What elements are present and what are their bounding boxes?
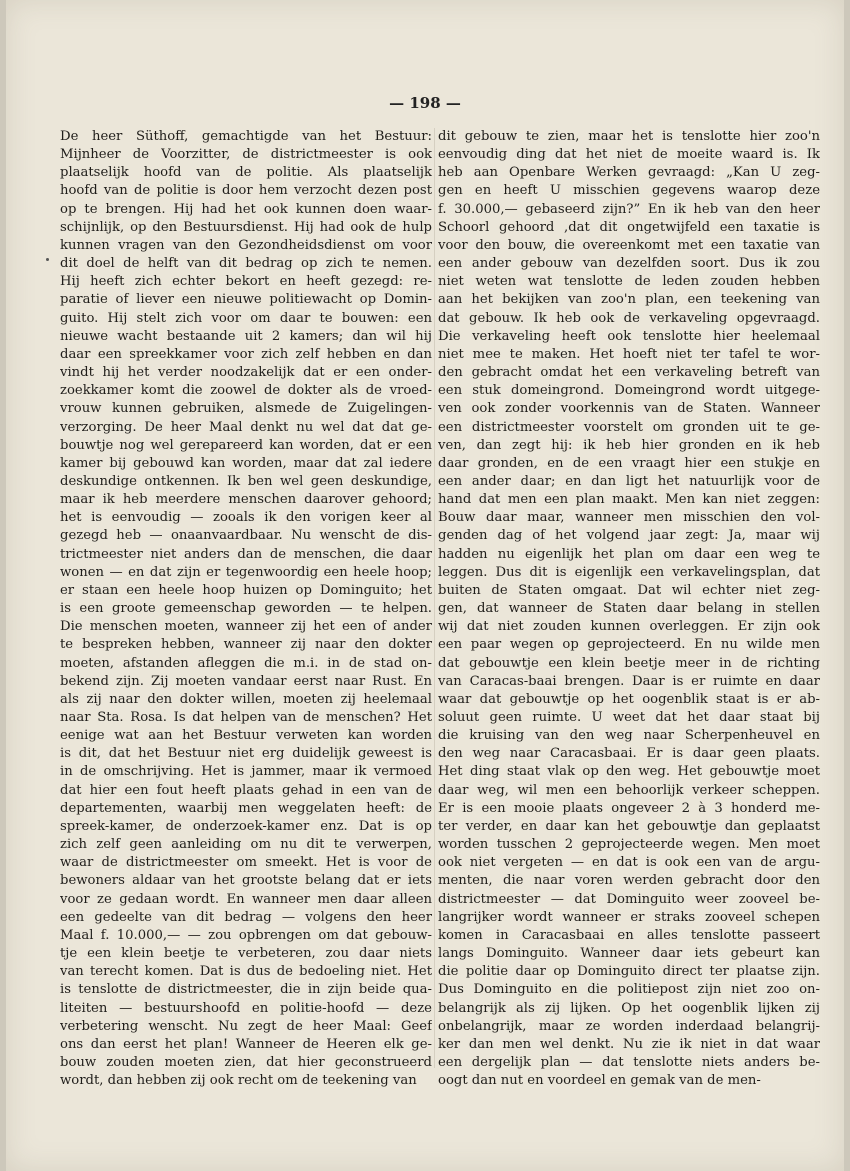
text-line: paratie of liever een nieuwe politiewacht op Domin- — [60, 292, 432, 308]
right-column — [438, 128, 820, 1090]
text-line: Maal f. 10.000,— — zou opbrengen om dat gebouw- — [60, 927, 432, 943]
text-line: ons dan eerst het plan! Wanneer de Heeren elk ge- — [60, 1036, 432, 1052]
text-line: liteiten — bestuurshoofd en politie-hoofd — deze — [60, 1000, 432, 1016]
text-line: kunnen vragen van den Gezondheidsdienst om voor — [60, 237, 432, 253]
text-line: eenvoudig ding dat het niet de moeite waard is. Ik — [438, 147, 820, 163]
text-line: een ander gebouw van dezelfden soort. Dus ik zou — [438, 256, 820, 272]
text-line: heb aan Openbare Werken gevraagd: „Kan U zeg- — [438, 165, 820, 181]
text-line: een dergelijk plan — dat tenslotte niets anders be- — [438, 1054, 820, 1070]
text-line: wij dat niet zouden kunnen overleggen. Er zijn ook — [438, 619, 820, 635]
text-line: ter verder, en daar kan het gebouwtje dan geplaatst — [438, 818, 820, 834]
text-line: soluut geen ruimte. U weet dat het daar staat bij — [438, 710, 820, 725]
text-line: ker dan men wel denkt. Nu zie ik niet in dat waar — [438, 1036, 820, 1052]
text-line: aan het bekijken van zoo'n plan, een teekening van — [438, 292, 820, 308]
text-line: departementen, waarbij men weggelaten heeft: de — [60, 800, 432, 816]
text-line: kamer bij gebouwd kan worden, maar dat zal iedere — [60, 455, 432, 471]
text-line: hadden nu eigenlijk het plan om daar een weg te — [438, 546, 820, 562]
text-line: vrouw kunnen gebruiken, alsmede de Zuigelingen- — [60, 401, 432, 417]
text-line: komen in Caracasbaai en alles tenslotte passeert — [438, 927, 820, 943]
text-line: onbelangrijk, maar ze worden inderdaad belangrij- — [438, 1018, 820, 1034]
text-line: daar weg, wil men een behoorlijk verkeer scheppen. — [438, 782, 820, 798]
text-line: die kruising van den weg naar Scherpenheuvel en — [438, 728, 820, 744]
text-line: dat gebouw. Ik heb ook de verkaveling opgevraagd. — [438, 310, 820, 326]
text-line: daar gronden, en de een vraagt hier een stukje en — [438, 455, 820, 471]
text-line: bouw zouden moeten zien, dat hier geconstrueerd — [60, 1054, 432, 1070]
text-line: trictmeester niet anders dan de menschen, die daar — [60, 546, 432, 562]
text-line: bewoners aldaar van het grootste belang dat er iets — [60, 873, 432, 889]
text-line: voor ze gedaan wordt. En wanneer men daar alleen — [60, 891, 432, 907]
text-line: deskundige ontkennen. Ik ben wel geen deskundige, — [60, 473, 432, 489]
text-line: is een groote gemeenschap geworden — te helpen. — [60, 601, 432, 617]
text-line: vindt hij het verder noodzakelijk dat er een onder- — [60, 365, 432, 381]
text-line: den weg naar Caracasbaai. Er is daar geen plaats. — [438, 746, 820, 762]
text-line: zich zelf geen aanleiding om nu dit te verwerpen, — [60, 837, 432, 853]
text-line: plaatselijk hoofd van de politie. Als plaatselijk — [60, 165, 432, 181]
text-line: van terecht komen. Dat is dus de bedoeling niet. Het — [60, 964, 432, 980]
text-line: in de omschrijving. Het is jammer, maar ik vermoed — [60, 764, 432, 780]
text-line: Het ding staat vlak op den weg. Het gebouwtje moet — [438, 764, 820, 780]
left-column — [60, 128, 432, 1090]
text-line: waar de districtmeester om smeekt. Het is voor de — [60, 855, 432, 871]
text-line: bekend zijn. Zij moeten vandaar eerst naar Rust. En — [60, 673, 432, 689]
text-line: is dit, dat het Bestuur niet erg duidelijk geweest is — [60, 746, 432, 762]
ink-speck — [46, 258, 49, 261]
text-line: gezegd heb — onaanvaardbaar. Nu wenscht de dis- — [60, 528, 432, 544]
text-line: gen, dat wanneer de Staten daar belang in stellen — [438, 601, 820, 617]
text-line: oogt dan nut en voordeel en gemak van de men- — [438, 1073, 761, 1089]
text-line: als zij naar den dokter willen, moeten zij heelemaal — [60, 691, 432, 707]
text-line: bouwtje nog wel gerepareerd kan worden, dat er een — [60, 437, 432, 453]
text-line: voor den bouw, die overeenkomt met een taxatie van — [438, 237, 820, 253]
text-line: hoofd van de politie is door hem verzocht dezen post — [60, 183, 432, 199]
text-line: Die verkaveling heeft ook tenslotte hier heelemaal — [438, 328, 820, 344]
column-gutter — [434, 128, 435, 1068]
text-line: ven ook zonder voorkennis van de Staten. Wanneer — [438, 401, 820, 417]
text-line: gen en heeft U misschien gegevens waarop deze — [438, 183, 820, 199]
text-line: dat gebouwtje een klein beetje meer in de richting — [438, 655, 820, 671]
text-line: De heer Süthoff, gemachtigde van het Bestuur: — [60, 129, 432, 144]
text-line: Bouw daar maar, wanneer men misschien den vol- — [438, 510, 820, 526]
page-number: — 198 — — [389, 94, 461, 112]
text-line: genden dag of het volgend jaar zegt: Ja, maar wij — [438, 528, 820, 544]
text-line: een gedeelte van dit bedrag — volgens den heer — [60, 909, 432, 925]
text-line: op te brengen. Hij had het ook kunnen doen waar- — [60, 201, 432, 217]
text-line: ook niet vergeten — en dat is ook een van de argu- — [438, 855, 820, 871]
text-line: Schoorl gehoord ,dat dit ongetwijfeld een taxatie is — [438, 219, 820, 235]
text-line: tje een klein beetje te verbeteren, zou daar niets — [60, 946, 432, 962]
text-line: hand dat men een plan maakt. Men kan niet zeggen: — [438, 492, 820, 508]
text-line: moeten, afstanden afleggen die m.i. in de stad on- — [60, 655, 432, 671]
text-line: Dus Dominguito en die politiepost zijn niet zoo on- — [438, 982, 820, 998]
text-line: van Caracas-baai brengen. Daar is er ruimte en daar — [438, 673, 820, 689]
document-page — [6, 0, 844, 1171]
text-line: verzorging. De heer Maal denkt nu wel dat dat ge- — [60, 419, 432, 435]
text-line: het is eenvoudig — zooals ik den vorigen keer al — [60, 510, 432, 526]
text-line: nieuwe wacht bestaande uit 2 kamers; dan wil hij — [60, 328, 432, 344]
text-line: een stuk domeingrond. Domeingrond wordt uitgege- — [438, 383, 820, 399]
text-line: Hij heeft zich echter bekort en heeft gezegd: re- — [60, 274, 432, 290]
text-line: die politie daar op Dominguito direct ter plaatse zijn. — [438, 964, 820, 980]
text-line: spreek-kamer, de onderzoek-kamer enz. Dat is op — [60, 818, 432, 834]
text-line: daar een spreekkamer voor zich zelf hebben en dan — [60, 346, 432, 362]
text-line: te bespreken hebben, wanneer zij naar den dokter — [60, 637, 432, 653]
text-line: er staan een heele hoop huizen op Dominguito; het — [60, 582, 432, 598]
text-line: guito. Hij stelt zich voor om daar te bouwen: een — [60, 310, 432, 326]
text-line: dat hier een fout heeft plaats gehad in een van de — [60, 782, 432, 798]
text-line: leggen. Dus dit is eigenlijk een verkavelingsplan, dat — [438, 564, 820, 580]
text-line: dit gebouw te zien, maar het is tenslotte hier zoo'n — [438, 129, 820, 144]
text-line: eenige wat aan het Bestuur verweten kan worden — [60, 728, 432, 744]
text-line: niet weten wat tenslotte de leden zouden hebben — [438, 274, 820, 290]
text-line: Die menschen moeten, wanneer zij het een of ander — [60, 619, 432, 635]
text-line: naar Sta. Rosa. Is dat helpen van de menschen? Het — [60, 710, 432, 725]
text-line: buiten de Staten omgaat. Dat wil echter niet zeg- — [438, 582, 820, 598]
text-line: waar dat gebouwtje op het oogenblik staat is er ab- — [438, 691, 820, 707]
text-line: Er is een mooie plaats ongeveer 2 à 3 honderd me- — [438, 800, 820, 816]
text-line: wonen — en dat zijn er tegenwoordig een heele hoop; — [60, 564, 432, 580]
text-line: verbetering wenscht. Nu zegt de heer Maal: Geef — [60, 1018, 432, 1034]
text-line: ven, dan zegt hij: ik heb hier gronden en ik heb — [438, 437, 820, 453]
text-line: een ander daar; en dan ligt het natuurlijk voor de — [438, 473, 820, 489]
text-line: langs Dominguito. Wanneer daar iets gebeurt kan — [438, 946, 820, 962]
text-line: worden tusschen 2 geprojecteerde wegen. Men moet — [438, 837, 820, 853]
text-line: menten, die naar voren werden gebracht door den — [438, 873, 820, 889]
text-line: wordt, dan hebben zij ook recht om de teekening van — [60, 1073, 417, 1089]
text-line: Mijnheer de Voorzitter, de districtmeester is ook — [60, 147, 432, 163]
text-line: langrijker wordt wanneer er straks zooveel schepen — [438, 909, 820, 925]
text-line: is tenslotte de districtmeester, die in zijn beide qua- — [60, 982, 432, 998]
text-line: belangrijk als zij lijken. Op het oogenblik lijken zij — [438, 1000, 820, 1016]
text-line: f. 30.000,— gebaseerd zijn?” En ik heb van den heer — [438, 201, 820, 217]
text-line: districtmeester — dat Dominguito weer zooveel be- — [438, 891, 820, 907]
text-line: zoekkamer komt die zoowel de dokter als de vroed- — [60, 383, 432, 399]
text-line: dit doel de helft van dit bedrag op zich te nemen. — [60, 256, 432, 272]
text-line: schijnlijk, op den Bestuursdienst. Hij had ook de hulp — [60, 219, 432, 235]
text-line: maar ik heb meerdere menschen daarover gehoord; — [60, 492, 432, 508]
text-line: niet mee te maken. Het hoeft niet ter tafel te wor- — [438, 346, 820, 362]
text-line: den gebracht omdat het een verkaveling betreft van — [438, 365, 820, 381]
text-line: een paar wegen op geprojecteerd. En nu wilde men — [438, 637, 820, 653]
text-line: een districtmeester voorstelt om gronden uit te ge- — [438, 419, 820, 435]
